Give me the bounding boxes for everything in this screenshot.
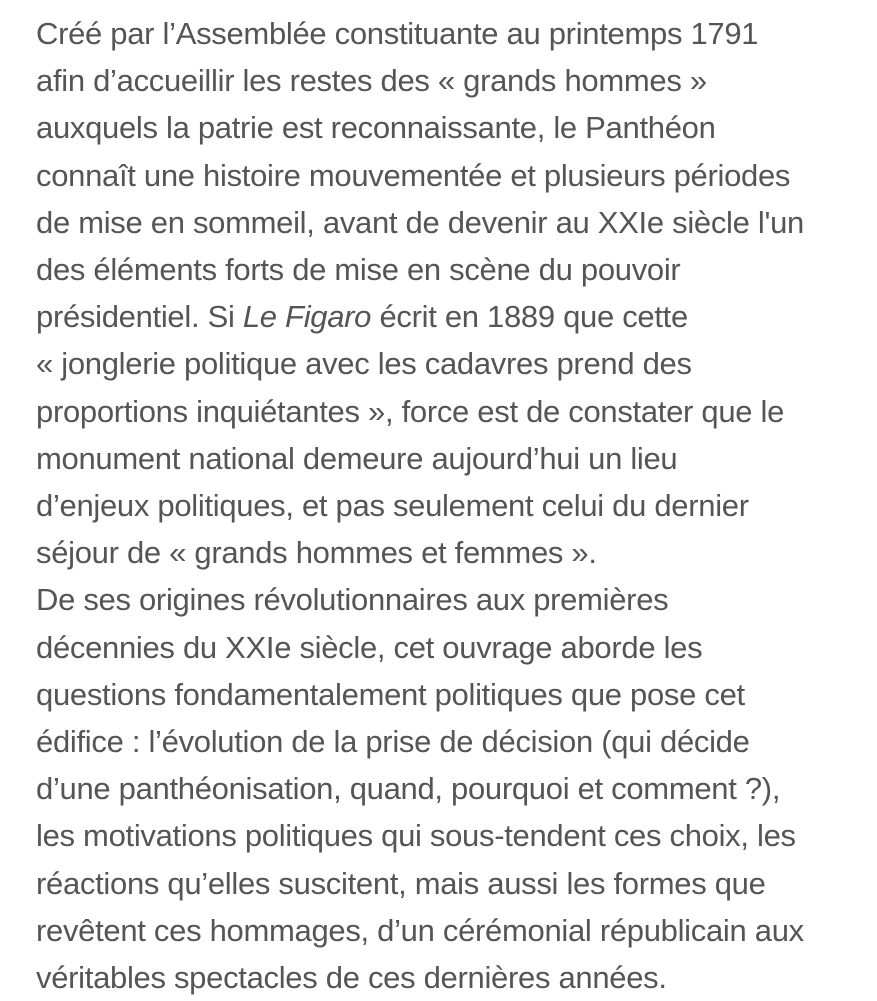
text-line: édifice : l’évolution de la prise de décision (qui décide — [36, 724, 750, 760]
text-line: d’une panthéonisation, quand, pourquoi et comment ?), — [36, 771, 781, 807]
text-line: questions fondamentalement politiques que pose cet — [36, 676, 745, 712]
text-line: d’enjeux politiques, et pas seulement celui du dernier — [36, 488, 749, 524]
text-segment: écrit en 1889 que cette — [371, 299, 688, 335]
book-description — [36, 10, 866, 1001]
text-line: « jonglerie politique avec les cadavres prend des — [36, 346, 692, 382]
text-line: monument national demeure aujourd’hui un lieu — [36, 440, 678, 476]
text-line: de mise en sommeil, avant de devenir au XXIe siècle l'un — [36, 204, 804, 240]
text-line: afin d’accueillir les restes des « grands hommes » — [36, 63, 707, 99]
text-line: auxquels la patrie est reconnaissante, le Panthéon — [36, 110, 716, 146]
paragraph-1 — [36, 10, 866, 576]
text-line: De ses origines révolutionnaires aux premières — [36, 582, 669, 618]
text-line: revêtent ces hommages, d’un cérémonial républicain aux — [36, 912, 804, 948]
text-line: des éléments forts de mise en scène du pouvoir — [36, 252, 681, 288]
text-line — [36, 293, 866, 340]
text-line: séjour de « grands hommes et femmes ». — [36, 535, 597, 571]
text-line: proportions inquiétantes », force est de constater que le — [36, 393, 785, 429]
paragraph-2 — [36, 576, 866, 1001]
text-segment: présidentiel. Si — [36, 299, 243, 335]
text-line: Créé par l’Assemblée constituante au printemps 1791 — [36, 16, 759, 51]
text-line: véritables spectacles de ces dernières années. — [36, 960, 667, 996]
text-line: connaît une histoire mouvementée et plusieurs périodes — [36, 157, 791, 193]
newspaper-title: Le Figaro — [242, 299, 372, 335]
text-line: les motivations politiques qui sous-tendent ces choix, les — [36, 818, 796, 854]
text-line: décennies du XXIe siècle, cet ouvrage aborde les — [36, 629, 703, 665]
text-line: réactions qu’elles suscitent, mais aussi les formes que — [36, 865, 766, 901]
